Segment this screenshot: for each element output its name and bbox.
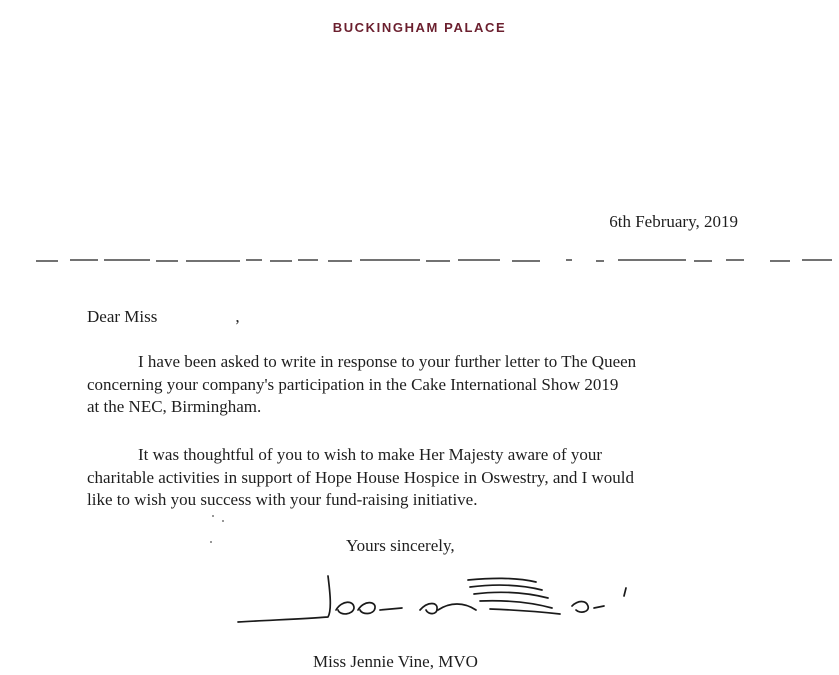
paragraph-line: It was thoughtful of you to wish to make Her Majesty aware of your bbox=[138, 445, 603, 464]
paragraph-line: concerning your company's participation in the Cake International Show 2019 bbox=[87, 374, 619, 394]
paragraph-line: like to wish you success with your fund-raising initiative. bbox=[87, 490, 478, 509]
salutation-comma: , bbox=[235, 307, 240, 326]
letterhead: BUCKINGHAM PALACE bbox=[332, 20, 507, 35]
fold-line bbox=[0, 255, 839, 267]
letter-date: 6th February, 2019 bbox=[609, 212, 738, 231]
salutation bbox=[87, 307, 240, 327]
redacted-name bbox=[157, 309, 235, 323]
paragraph-line: I have been asked to write in response to your further letter to The Queen bbox=[138, 352, 637, 371]
paragraph-line: at the NEC, Birmingham. bbox=[87, 397, 262, 416]
paper-speck bbox=[210, 541, 212, 543]
closing: Yours sincerely, bbox=[346, 536, 455, 555]
paragraph-line: charitable activities in support of Hope House Hospice in Oswestry, and I would bbox=[87, 467, 635, 487]
paper-speck bbox=[222, 520, 224, 522]
signer-name: Miss Jennie Vine, MVO bbox=[313, 652, 478, 671]
handwritten-signature bbox=[232, 570, 642, 638]
paper-speck bbox=[212, 515, 214, 517]
paragraph-2 bbox=[87, 444, 767, 512]
paragraph-1 bbox=[87, 351, 767, 419]
salutation-text: Dear Miss bbox=[87, 307, 158, 326]
